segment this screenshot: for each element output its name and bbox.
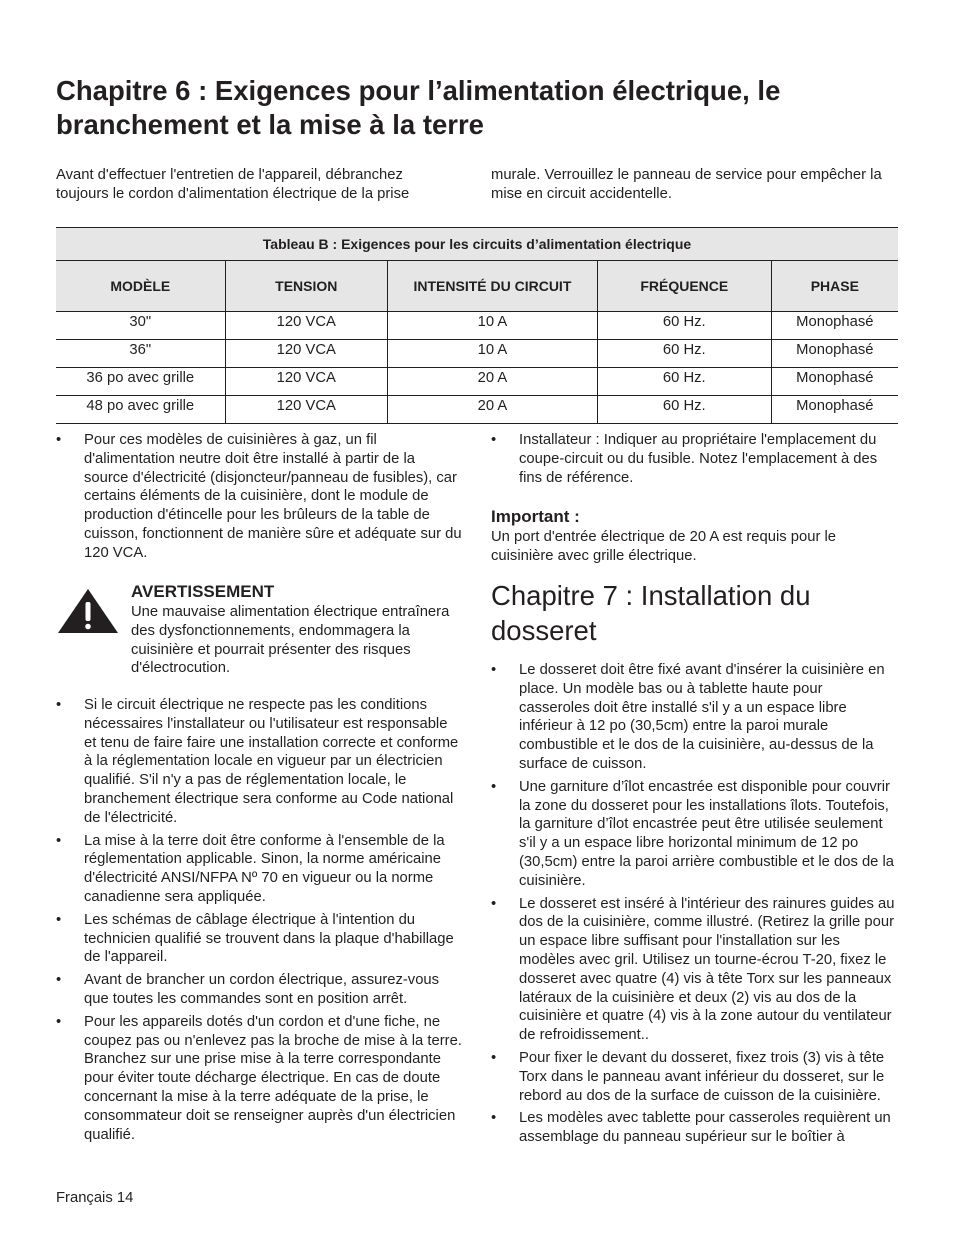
list-item: • Le dosseret doit être fixé avant d'insérer la cuisinière en place. Un modèle bas ou à tablette haute pour casseroles doit être installé s'il y a un espace libre inférieur à 12 po (30,5cm) entre la paroi murale combustible et le dos de la cuisinière, au-dessus de la surface de cuisson.	[491, 661, 897, 774]
important-title: Important :	[491, 507, 580, 526]
list-item: • Les schémas de câblage électrique à l'intention du technicien qualifié se trouvent dans la plaque d'habillage de l'appareil.	[56, 911, 462, 967]
intro-right: murale. Verrouillez le panneau de service pour empêcher la mise en circuit accidentelle.	[491, 167, 882, 202]
list-item: • Installateur : Indiquer au propriétaire l'emplacement du coupe-circuit ou du fusible. Notez l'emplacement à des fins de référence.	[491, 431, 897, 487]
list-item: • Pour fixer le devant du dosseret, fixez trois (3) vis à tête Torx dans le panneau avant inférieur du dosseret, sur le rebord au dos de la surface de cuisson de la cuisinière.	[491, 1049, 897, 1105]
right-top-bullet-list	[491, 431, 897, 491]
cell-phase: Monophasé	[771, 396, 898, 424]
header-phase: PHASE	[771, 261, 898, 312]
cell-voltage: 120 VCA	[225, 368, 387, 396]
header-circuit-amperage: INTENSITÉ DU CIRCUIT	[388, 261, 598, 312]
warning-text: Une mauvaise alimentation électrique entraînera des dysfonctionnements, endommagera la cuisinière et pourrait présenter des risques d'électrocution.	[131, 604, 450, 677]
list-item: • Si le circuit électrique ne respecte pas les conditions nécessaires l'installateur ou l'utilisateur est responsable et tenu de faire faire une installation correcte et conforme à la réglementation locale en vigueur par un électricien qualifié. S'il n'y a pas de réglementation locale, le branchement électrique sera conforme au Code national de l'électricité.	[56, 696, 462, 828]
cell-amperage: 20 A	[388, 368, 598, 396]
header-model: MODÈLE	[56, 261, 225, 312]
left-bullet-list	[56, 696, 462, 1148]
chapter-7-title: Chapitre 7 : Installation du dosseret	[491, 580, 811, 646]
cell-model: 48 po avec grille	[56, 396, 225, 424]
left-top-bullet-list	[56, 431, 462, 567]
page-footer: Français 14	[56, 1190, 134, 1206]
list-item: • Pour les appareils dotés d'un cordon et d'une fiche, ne coupez pas ou n'enlevez pas la broche de mise à la terre. Branchez sur une prise mise à la terre correspondante pour éviter toute décharge électrique. En cas de doute concernant la mise à la terre adéquate de la prise, le consommateur doit se renseigner auprès d'un électricien qualifié.	[56, 1013, 462, 1145]
cell-frequency: 60 Hz.	[597, 396, 771, 424]
table-caption: Tableau B : Exigences pour les circuits d’alimentation électrique	[56, 228, 898, 261]
intro-left: Avant d'effectuer l'entretien de l'appareil, débranchez toujours le cordon d'alimentation électrique de la prise	[56, 167, 410, 202]
cell-phase: Monophasé	[771, 340, 898, 368]
list-item: • Pour ces modèles de cuisinières à gaz, un fil d'alimentation neutre doit être installé à partir de la source d'électricité (disjoncteur/panneau de fusibles), car certains éléments de la cuisinière, dont le module de production d'étincelle pour les brûleurs de la table de cuisson, fonctionnent de manière sûre et adéquate sur du 120 VCA.	[56, 431, 462, 563]
table-row	[56, 312, 898, 340]
power-requirements-table	[56, 227, 898, 424]
list-item: • La mise à la terre doit être conforme à l'ensemble de la réglementation applicable. Sinon, la norme américaine d'électricité ANSI/NFPA Nº 70 en vigueur ou la norme canadienne sera appliquée.	[56, 832, 462, 907]
warning-title: AVERTISSEMENT	[131, 582, 275, 601]
warning-triangle-icon	[56, 587, 120, 635]
cell-model: 36 po avec grille	[56, 368, 225, 396]
header-voltage: TENSION	[225, 261, 387, 312]
cell-phase: Monophasé	[771, 312, 898, 340]
cell-voltage: 120 VCA	[225, 340, 387, 368]
cell-amperage: 20 A	[388, 396, 598, 424]
table-row	[56, 368, 898, 396]
cell-voltage: 120 VCA	[225, 396, 387, 424]
list-item: • Une garniture d’îlot encastrée est disponible pour couvrir la zone du dosseret pour les installations îlots. Toutefois, la garniture d’îlot encastrée peut être utilisée seulement s'il y a un espace libre horizontal minimum de 12 po (30,5cm) entre la paroi arrière combustible et le dos de la cuisinière.	[491, 778, 897, 891]
list-item: • Les modèles avec tablette pour casseroles requièrent un assemblage du panneau supérieur sur le boîtier à	[491, 1109, 897, 1147]
header-frequency: FRÉQUENCE	[597, 261, 771, 312]
list-item: • Le dosseret est inséré à l'intérieur des rainures guides au dos de la cuisinière, comme illustré. (Retirez la grille pour un espace libre suffisant pour l'installation sur les modèles avec gril. Utilisez un tourne-écrou T-20, fixez le dosseret avec quatre (4) vis à tête Torx sur les panneaux latéraux de la cuisinière et deux (2) vis au dos de la cuisinière et quatre (4) vis à la zone autour du ventilateur de refroidissement..	[491, 895, 897, 1045]
cell-amperage: 10 A	[388, 312, 598, 340]
list-item: • Avant de brancher un cordon électrique, assurez-vous que toutes les commandes sont en position arrêt.	[56, 971, 462, 1009]
right-bullet-list	[491, 661, 897, 1151]
cell-frequency: 60 Hz.	[597, 312, 771, 340]
cell-amperage: 10 A	[388, 340, 598, 368]
important-text: Un port d'entrée électrique de 20 A est requis pour le cuisinière avec grille électrique.	[491, 529, 837, 564]
cell-phase: Monophasé	[771, 368, 898, 396]
cell-model: 36"	[56, 340, 225, 368]
cell-voltage: 120 VCA	[225, 312, 387, 340]
cell-frequency: 60 Hz.	[597, 368, 771, 396]
table-row	[56, 396, 898, 424]
table-row	[56, 340, 898, 368]
cell-model: 30"	[56, 312, 225, 340]
cell-frequency: 60 Hz.	[597, 340, 771, 368]
chapter-6-title: Chapitre 6 : Exigences pour l’alimentation électrique, le branchement et la mise à la terre	[56, 75, 781, 140]
